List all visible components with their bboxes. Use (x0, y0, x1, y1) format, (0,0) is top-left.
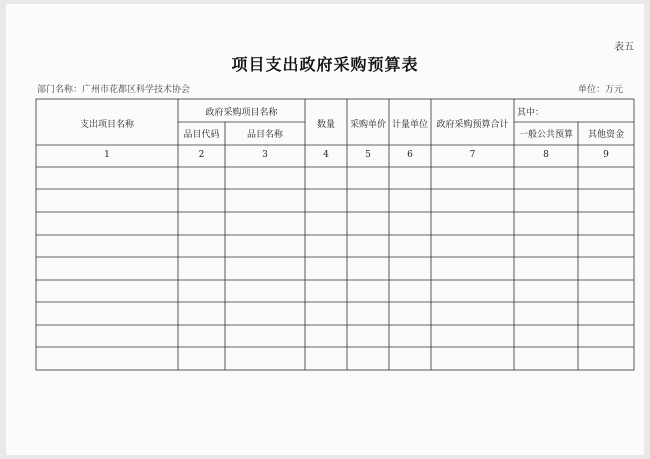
sheet-number: 表五 (614, 42, 634, 53)
column-number: 5 (365, 150, 371, 160)
unit-label: 单位：万元 (578, 85, 624, 95)
header-measure-unit: 计量单位 (391, 120, 428, 130)
header-item-code: 品目代码 (183, 130, 220, 140)
column-number: 9 (603, 150, 609, 160)
header-unit-price: 采购单价 (349, 120, 386, 130)
column-number: 7 (469, 150, 476, 160)
column-number: 6 (407, 150, 413, 160)
column-number: 3 (262, 150, 268, 160)
header-total: 政府采购预算合计 (436, 120, 509, 130)
column-number: 1 (104, 150, 110, 160)
header-of-which: 其中： (517, 108, 545, 118)
header-other-funds: 其他资金 (587, 130, 624, 140)
header-general-budget: 一般公共预算 (518, 130, 573, 140)
header-item-name: 品目名称 (246, 130, 283, 140)
header-procurement-item: 政府采购项目名称 (205, 108, 278, 118)
column-number: 8 (543, 150, 549, 160)
page-title: 项目支出政府采购预算表 (231, 55, 419, 74)
department-label: 部门名称：广州市花都区科学技术协会 (37, 85, 191, 95)
column-number: 4 (323, 150, 329, 160)
column-number: 2 (198, 150, 205, 160)
header-project-name: 支出项目名称 (79, 120, 134, 130)
header-quantity: 数量 (316, 120, 335, 130)
